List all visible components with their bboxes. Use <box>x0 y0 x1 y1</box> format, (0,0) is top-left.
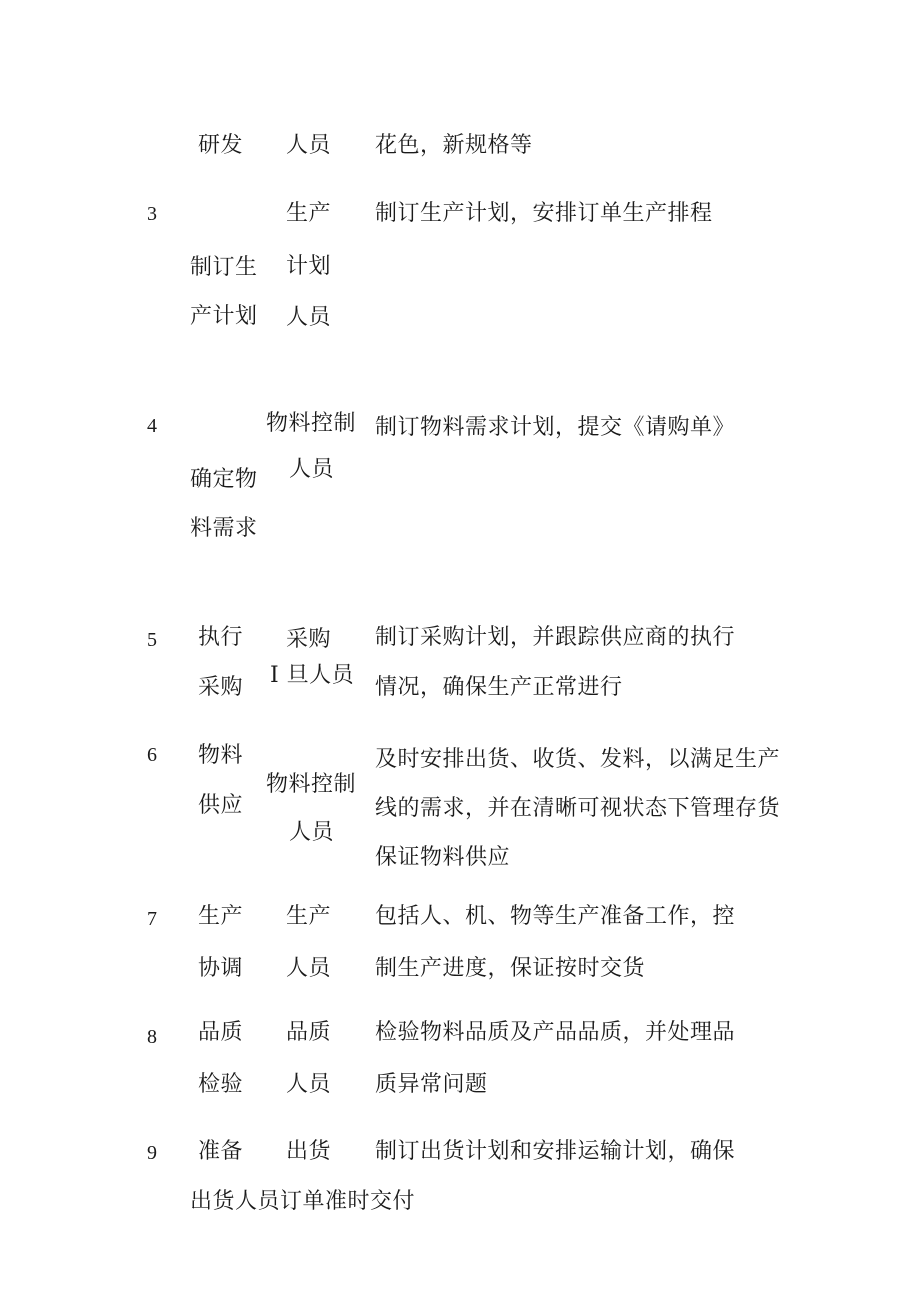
step-number: 6 <box>147 744 158 766</box>
task-name: 制订生 <box>190 255 258 280</box>
task-description: 质异常问题 <box>375 1072 488 1097</box>
task-name: 研发 <box>198 133 244 158</box>
task-description: 花色，新规格等 <box>375 133 533 158</box>
role-name: 品质 <box>286 1020 332 1045</box>
role-name: 出货 <box>286 1139 332 1164</box>
role-name: 人员 <box>286 305 332 330</box>
step-number: 8 <box>147 1026 158 1048</box>
task-name: 检验 <box>198 1072 244 1097</box>
task-description: 保证物料供应 <box>375 845 511 870</box>
task-name: 产计划 <box>190 304 258 329</box>
task-name: 生产 <box>198 904 244 929</box>
role-name: 人员 <box>286 1072 332 1097</box>
role-name: 物料控制 <box>266 772 357 797</box>
role-name: 人员 <box>289 457 335 482</box>
role-name: 人员 <box>286 956 332 981</box>
role-name: 采购 <box>286 627 332 652</box>
task-description: 及时安排出货、收货、发料，以满足生产 <box>375 747 781 772</box>
task-name: 采购 <box>198 675 244 700</box>
task-description: 包括人、机、物等生产准备工作，控 <box>375 904 736 929</box>
task-name: 确定物 <box>190 467 258 492</box>
task-description: 制订采购计划，并跟踪供应商的执行 <box>375 625 736 650</box>
role-name: 生产 <box>286 201 332 226</box>
task-name: 供应 <box>198 793 244 818</box>
task-name: 料需求 <box>190 516 258 541</box>
role-name: 人员 <box>289 820 335 845</box>
task-name: 品质 <box>198 1020 244 1045</box>
task-description: 制订出货计划和安排运输计划，确保 <box>375 1139 736 1164</box>
step-number: 7 <box>147 908 158 930</box>
role-name: I 旦人员 <box>270 663 355 688</box>
task-description: 制生产进度，保证按时交货 <box>375 956 646 981</box>
task-name: 执行 <box>198 625 244 650</box>
step-number: 3 <box>147 203 158 225</box>
task-description: 制订物料需求计划，提交《请购单》 <box>375 415 736 440</box>
task-description: 情况，确保生产正常进行 <box>375 675 623 700</box>
task-description: 制订生产计划，安排订单生产排程 <box>375 201 713 226</box>
step-number: 4 <box>147 415 158 437</box>
step-number: 5 <box>147 629 158 651</box>
task-name: 准备 <box>198 1139 244 1164</box>
role-name: 人员 <box>286 133 332 158</box>
continuation-text: 出货人员订单准时交付 <box>190 1189 416 1214</box>
role-name: 生产 <box>286 904 332 929</box>
role-name: 计划 <box>286 254 332 279</box>
task-description: 检验物料品质及产品品质，并处理品 <box>375 1020 736 1045</box>
step-number: 9 <box>147 1142 158 1164</box>
task-name: 物料 <box>198 743 244 768</box>
role-name: 物料控制 <box>266 411 357 436</box>
task-name: 协调 <box>198 956 244 981</box>
task-description: 线的需求，并在清晰可视状态下管理存货 <box>375 796 781 821</box>
